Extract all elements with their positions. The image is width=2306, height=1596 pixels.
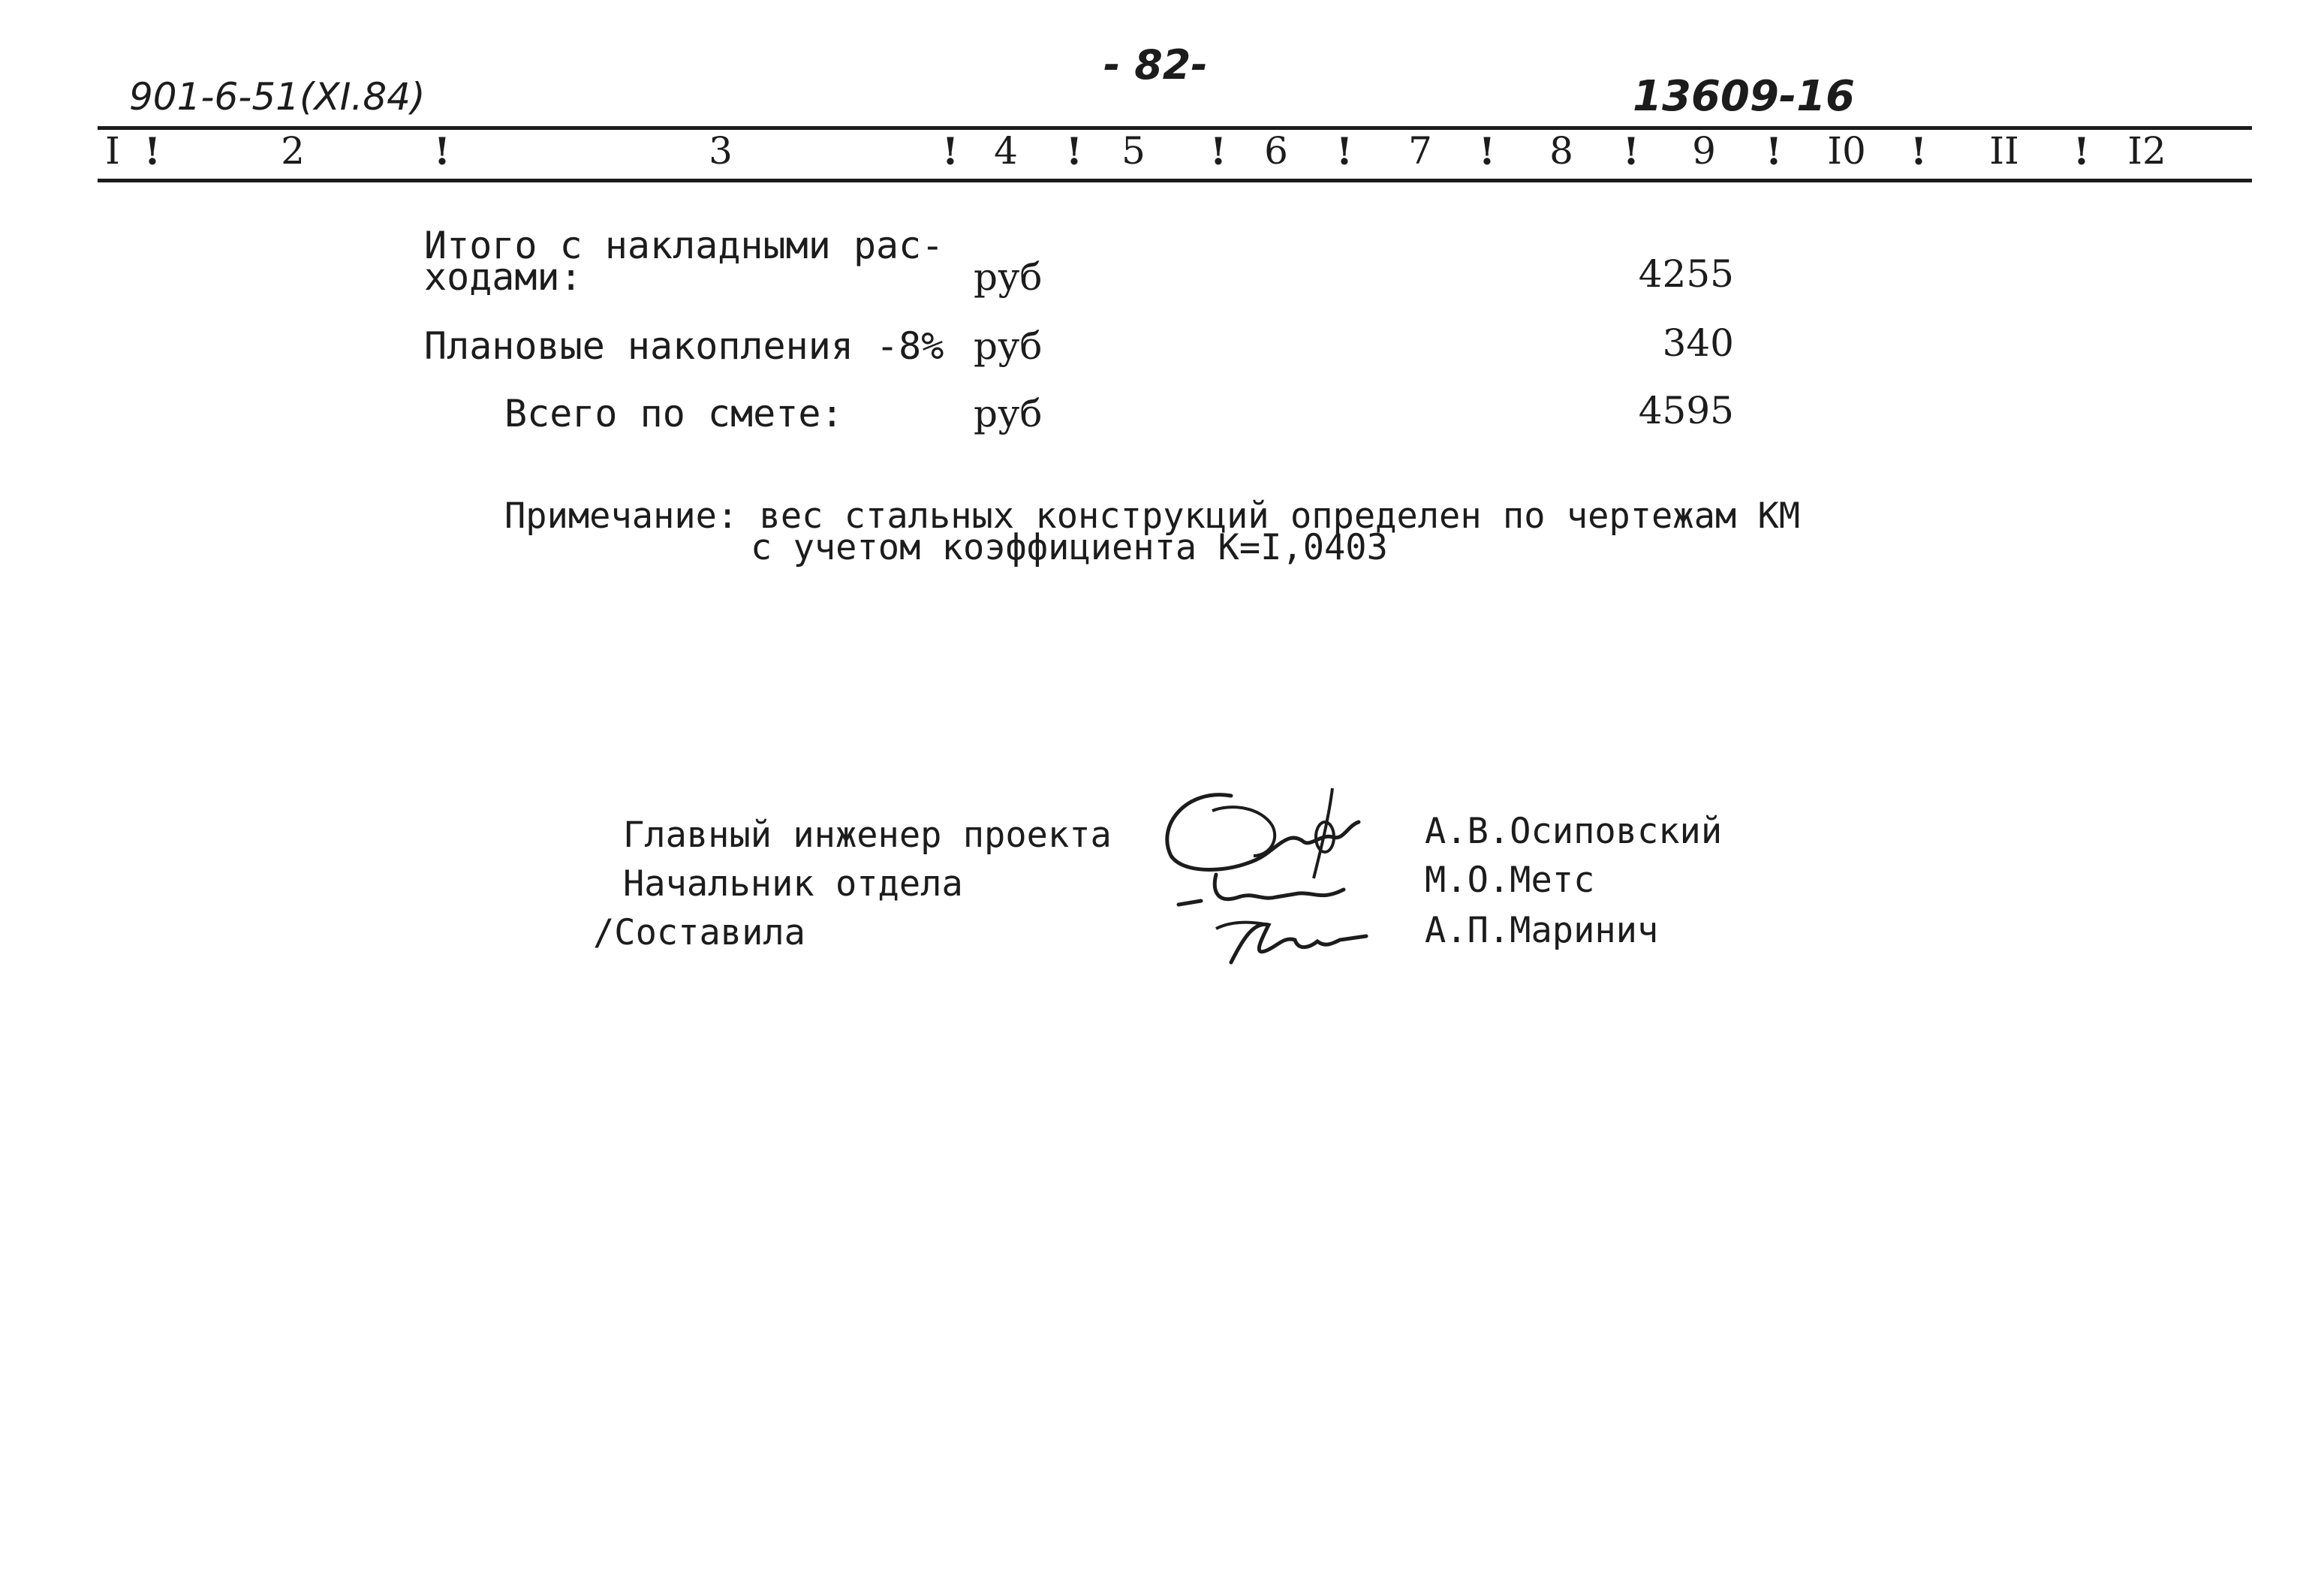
row-label-total-estimate: Всего по смете: [504,392,844,435]
document-code: 901-6-51(XI.84) [129,75,426,119]
table-bottom-rule [98,179,2252,182]
archive-number: 13609-16 [1633,72,1855,121]
column-separator: ! [1910,129,1927,173]
signature-title-chief-engineer: Главный инженер проекта [623,815,1112,856]
row-amount-total-estimate: 4595 [1638,389,1734,432]
column-number-9: 9 [1692,129,1716,173]
column-number-7: 7 [1408,129,1432,173]
signature-name-marinich: А.П.Маринич [1425,910,1659,951]
row-amount-overhead: 4255 [1638,252,1734,296]
column-separator: ! [1210,129,1227,173]
row-label-planned-savings: Плановые накопления -8% [424,324,944,368]
column-separator: ! [1479,129,1495,173]
column-separator: ! [1066,129,1082,173]
column-number-1: I [105,129,120,173]
table-top-rule [98,126,2252,130]
column-number-12: I2 [2127,129,2166,173]
column-separator: ! [1766,129,1782,173]
row-unit-overhead: руб [974,255,1043,299]
signature-title-department-head: Начальник отдела [623,863,963,905]
column-number-6: 6 [1264,129,1288,173]
column-separator: ! [1336,129,1353,173]
note-line-1: Примечание: вес стальных конструкций определен по чертежам КМ [504,495,1801,537]
signature-title-compiled-by: /Составила [593,912,805,953]
row-unit-planned-savings: руб [974,324,1043,368]
column-number-10: I0 [1827,129,1866,173]
handwritten-signature-department-head [1171,863,1366,916]
column-number-11: II [1989,129,2019,173]
column-separator: ! [434,129,450,173]
signature-name-mets: М.О.Метс [1425,860,1595,901]
column-number-4: 4 [994,129,1018,173]
note-line-2: с учетом коэффициента К=I,0403 [751,527,1388,568]
column-separator: ! [942,129,959,173]
row-label-overhead-line1: Итого с накладными рас- [424,224,944,267]
column-number-5: 5 [1121,129,1145,173]
handwritten-signature-compiler [1201,910,1374,970]
signature-name-osipovsky: А.В.Осиповский [1425,811,1723,852]
row-amount-planned-savings: 340 [1662,321,1734,365]
column-separator: ! [2073,129,2090,173]
row-unit-total-estimate: руб [974,392,1043,435]
column-number-8: 8 [1549,129,1573,173]
page-number: - 82- [1103,41,1208,89]
column-number-3: 3 [709,129,733,173]
column-number-2: 2 [281,129,305,173]
column-separator: ! [1623,129,1639,173]
row-label-overhead-line2: ходами: [424,255,583,299]
column-separator: ! [144,129,161,173]
